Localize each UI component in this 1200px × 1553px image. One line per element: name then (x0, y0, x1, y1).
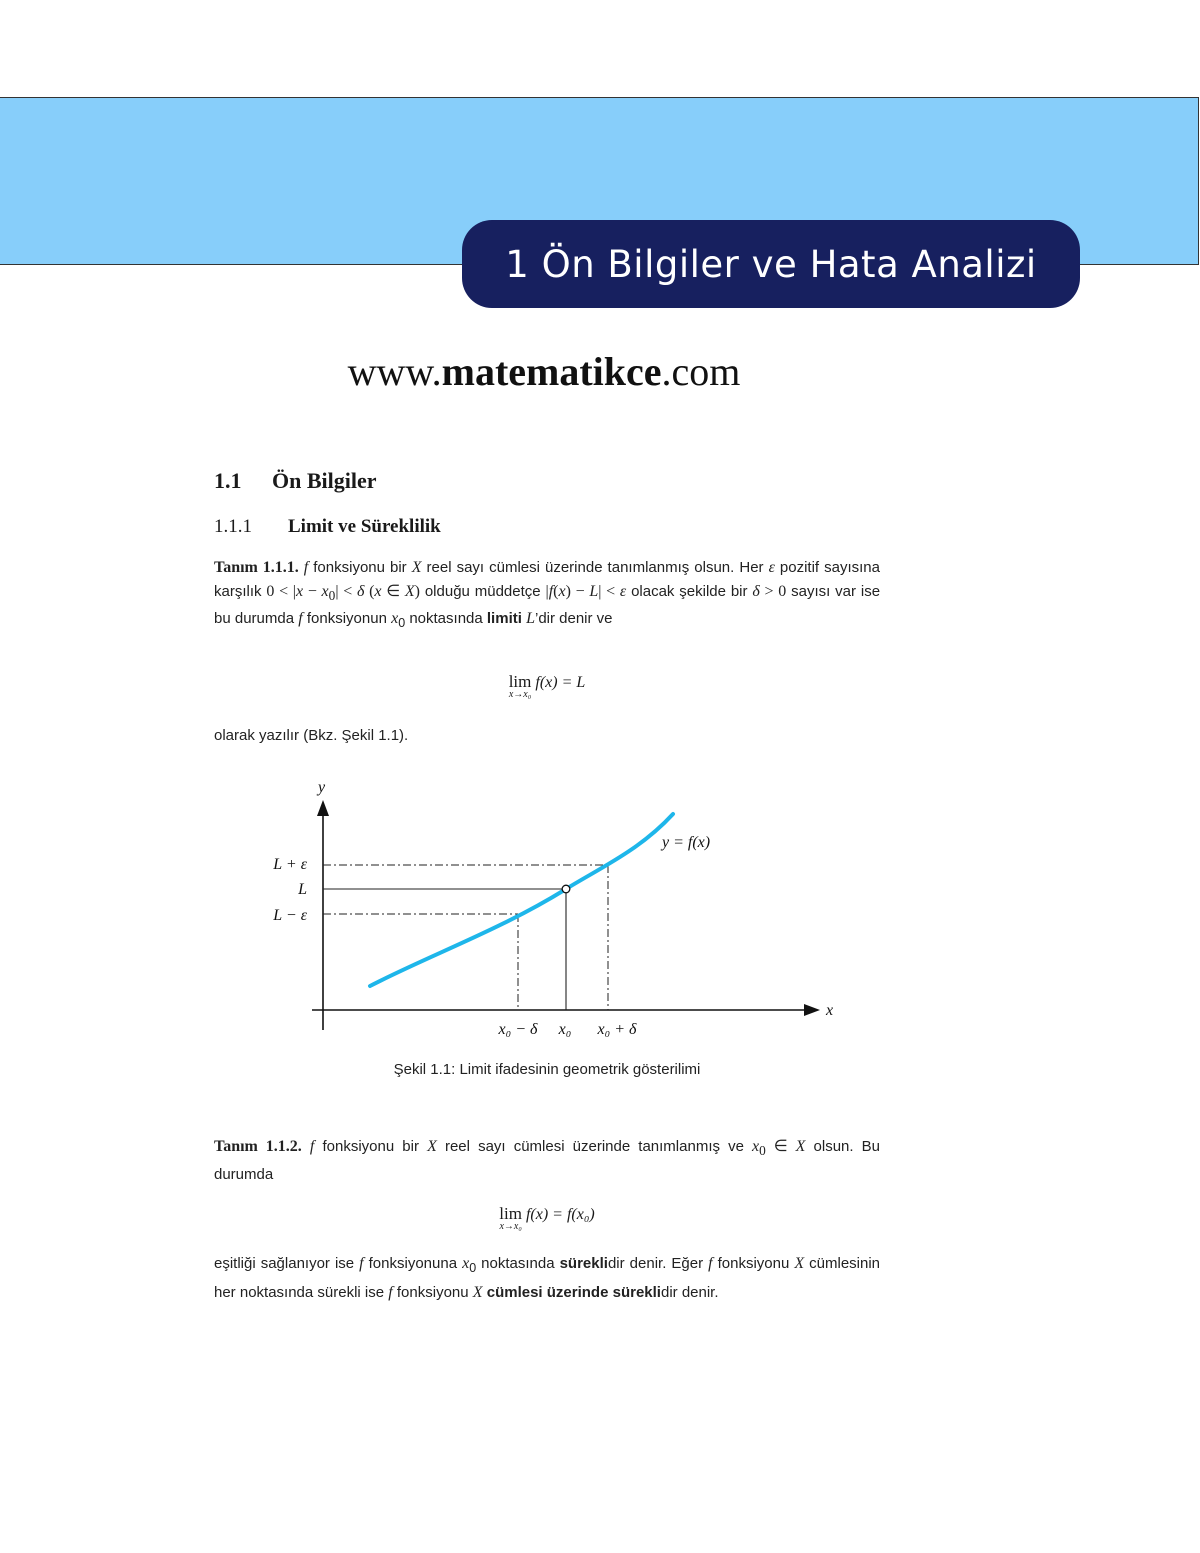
x-tick-x0-plus-delta: x₀ + δ (597, 1021, 637, 1038)
y-axis-label: y (318, 779, 326, 796)
continuity-equation: lim x→x₀ f(x) = f(x₀) (499, 1204, 595, 1232)
function-curve (370, 814, 673, 986)
figure-caption: Şekil 1.1: Limit ifadesinin geometrik gösterilimi (393, 1061, 701, 1078)
y-axis-arrow (317, 800, 329, 816)
definition-2-paragraph: Tanım 1.1.2. f fonksiyonu bir X reel sayı cümlesi üzerinde tanımlanmış ve $x_0$ ∈ X olsun. Bu durumda (214, 1138, 881, 1183)
y-tick-l-plus-eps: L + ε (273, 856, 307, 873)
curve-label: y = f(x) (662, 834, 711, 851)
site-url-prefix: www. (347, 349, 442, 394)
continuity-equation-rhs: f(x) = f(x₀) (525, 1206, 595, 1223)
x-axis-label: x (826, 1002, 834, 1019)
definition-2-label: Tanım 1.1.2. (214, 1138, 302, 1155)
hole-point (562, 885, 570, 893)
definition-1-paragraph: Tanım 1.1.1. f fonksiyonu bir X reel sayı cümlesi üzerinde tanımlanmış olsun. Her ε pozitif sayısına karşılık $0 < |x - x_0| < \delta$ (x ∈ X) olduğu müddetçe |f(x) − L| < ε olacak şekilde bir δ > 0 sayısı var ise bu durumda f fonksiyonun $x_0$ noktasında limiti L’dir denir ve (214, 559, 881, 631)
section-title: Ön Bilgiler (272, 468, 377, 493)
definition-1-label: Tanım 1.1.1. (214, 559, 299, 576)
x-tick-x0-minus-delta: x₀ − δ (498, 1021, 538, 1038)
continuous-on-set-term: cümlesi üzerinde sürekli (486, 1283, 661, 1301)
site-url-suffix: .com (661, 349, 741, 394)
limit-equation: lim x→x₀ f(x) = L (508, 672, 586, 700)
chapter-title: 1 Ön Bilgiler ve Hata Analizi (462, 220, 1080, 308)
y-tick-l: L (298, 881, 307, 898)
x-tick-x0: x₀ (558, 1021, 572, 1038)
definition-2-conclusion: eşitliği sağlanıyor ise f fonksiyonuna $x_0$ noktasında süreklidir denir. Eğer f fonksiyonu X cümlesinin her noktasında sürekli ise f fonksiyonu X cümlesi üzerinde süreklidir denir. (214, 1255, 881, 1301)
continuous-term: sürekli (559, 1255, 608, 1272)
definition-1-after-text: olarak yazılır (Bkz. Şekil 1.1). (214, 727, 409, 744)
x-axis-arrow (804, 1004, 820, 1016)
subsection-title: Limit ve Süreklilik (288, 516, 441, 537)
site-url-name: matematikce (441, 349, 662, 394)
section-number: 1.1 (214, 468, 242, 493)
subsection-number: 1.1.1 (214, 516, 252, 537)
limit-equation-rhs: f(x) = L (535, 674, 586, 691)
limit-term: limiti (486, 610, 522, 628)
y-tick-l-minus-eps: L − ε (273, 907, 307, 924)
